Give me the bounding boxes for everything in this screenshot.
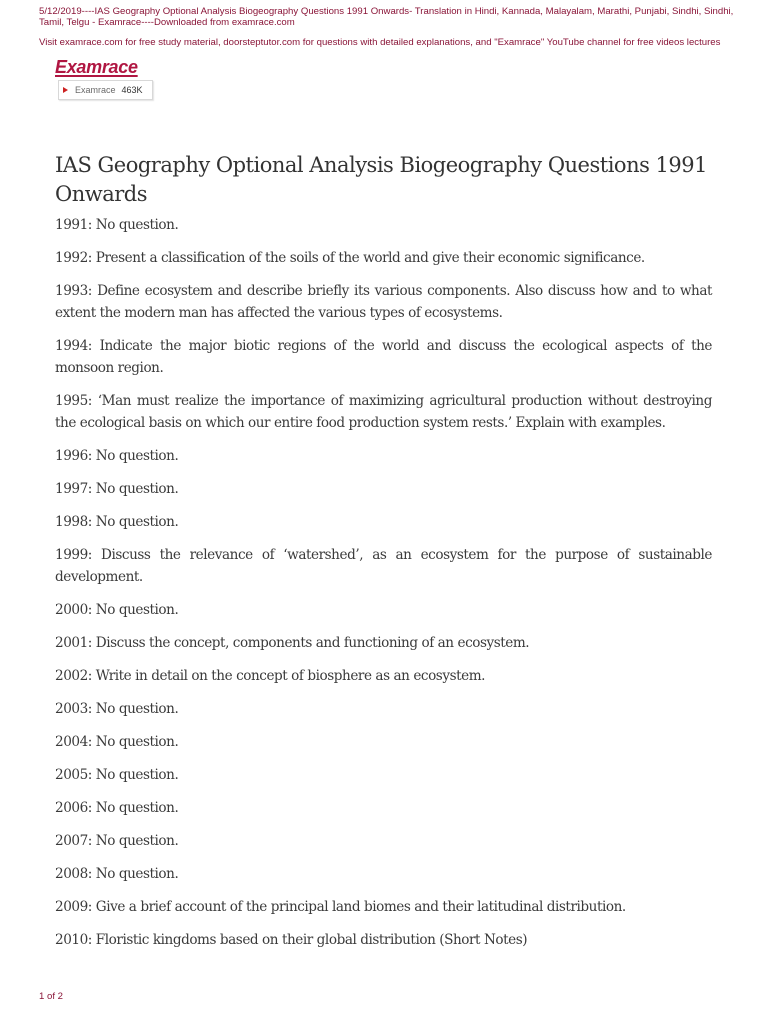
page-indicator: 1 of 2: [39, 991, 64, 1002]
question-entry: 2004: No question.: [55, 734, 179, 750]
question-entry: 2007: No question.: [55, 833, 179, 849]
question-entry: 2003: No question.: [55, 701, 179, 717]
page-header-source-line: 5/12/2019----IAS Geography Optional Analysis Biogeography Questions 1991 Onwards- Translation in Hindi, Kannada, Malayalam, Marathi, Punjabi, Sindhi, Sindhi, Tamil, Telgu - Examrace----Downloaded from examrace.com: [39, 6, 734, 28]
document-content: [55, 151, 712, 962]
question-entry: 1997: No question.: [55, 481, 179, 497]
question-entry: 1999: Discuss the relevance of ‘watershed’, as an ecosystem for the purpose of sustainable development.: [55, 547, 712, 585]
question-entry: 1992: Present a classification of the soils of the world and give their economic significance.: [55, 250, 645, 266]
question-list: [55, 214, 712, 951]
question-entry: 1994: Indicate the major biotic regions of the world and discuss the ecological aspects of the monsoon region.: [55, 338, 712, 376]
question-entry: 2010: Floristic kingdoms based on their global distribution (Short Notes): [55, 932, 528, 948]
youtube-subscriber-count: 463K: [121, 85, 143, 95]
question-entry: 2005: No question.: [55, 767, 179, 783]
question-entry: 1991: No question.: [55, 217, 179, 233]
question-entry: 1996: No question.: [55, 448, 179, 464]
question-entry: 2006: No question.: [55, 800, 179, 816]
question-entry: 1993: Define ecosystem and describe briefly its various components. Also discuss how and to what extent the modern man has affected the various types of ecosystems.: [55, 283, 712, 321]
youtube-subscribe-badge[interactable]: [58, 80, 153, 100]
question-entry: 1995: ‘Man must realize the importance of maximizing agricultural production without destroying the ecological basis on which our entire food production system rests.’ Explain with examples.: [55, 393, 712, 431]
question-entry: 2000: No question.: [55, 602, 179, 618]
question-entry: 2002: Write in detail on the concept of biosphere as an ecosystem.: [55, 668, 486, 684]
document-title: IAS Geography Optional Analysis Biogeography Questions 1991 Onwards: [55, 153, 707, 206]
question-entry: 2008: No question.: [55, 866, 179, 882]
question-entry: 2009: Give a brief account of the principal land biomes and their latitudinal distribution.: [55, 899, 626, 915]
youtube-channel-name: Examrace: [75, 85, 116, 95]
question-entry: 2001: Discuss the concept, components and functioning of an ecosystem.: [55, 635, 530, 651]
question-entry: 1998: No question.: [55, 514, 179, 530]
play-icon: [63, 87, 68, 93]
examrace-logo[interactable]: Examrace: [55, 57, 138, 77]
page-header-visit-line: Visit examrace.com for free study material, doorsteptutor.com for questions with detailed explanations, and "Examrace" YouTube channel for free videos lectures: [39, 37, 721, 48]
